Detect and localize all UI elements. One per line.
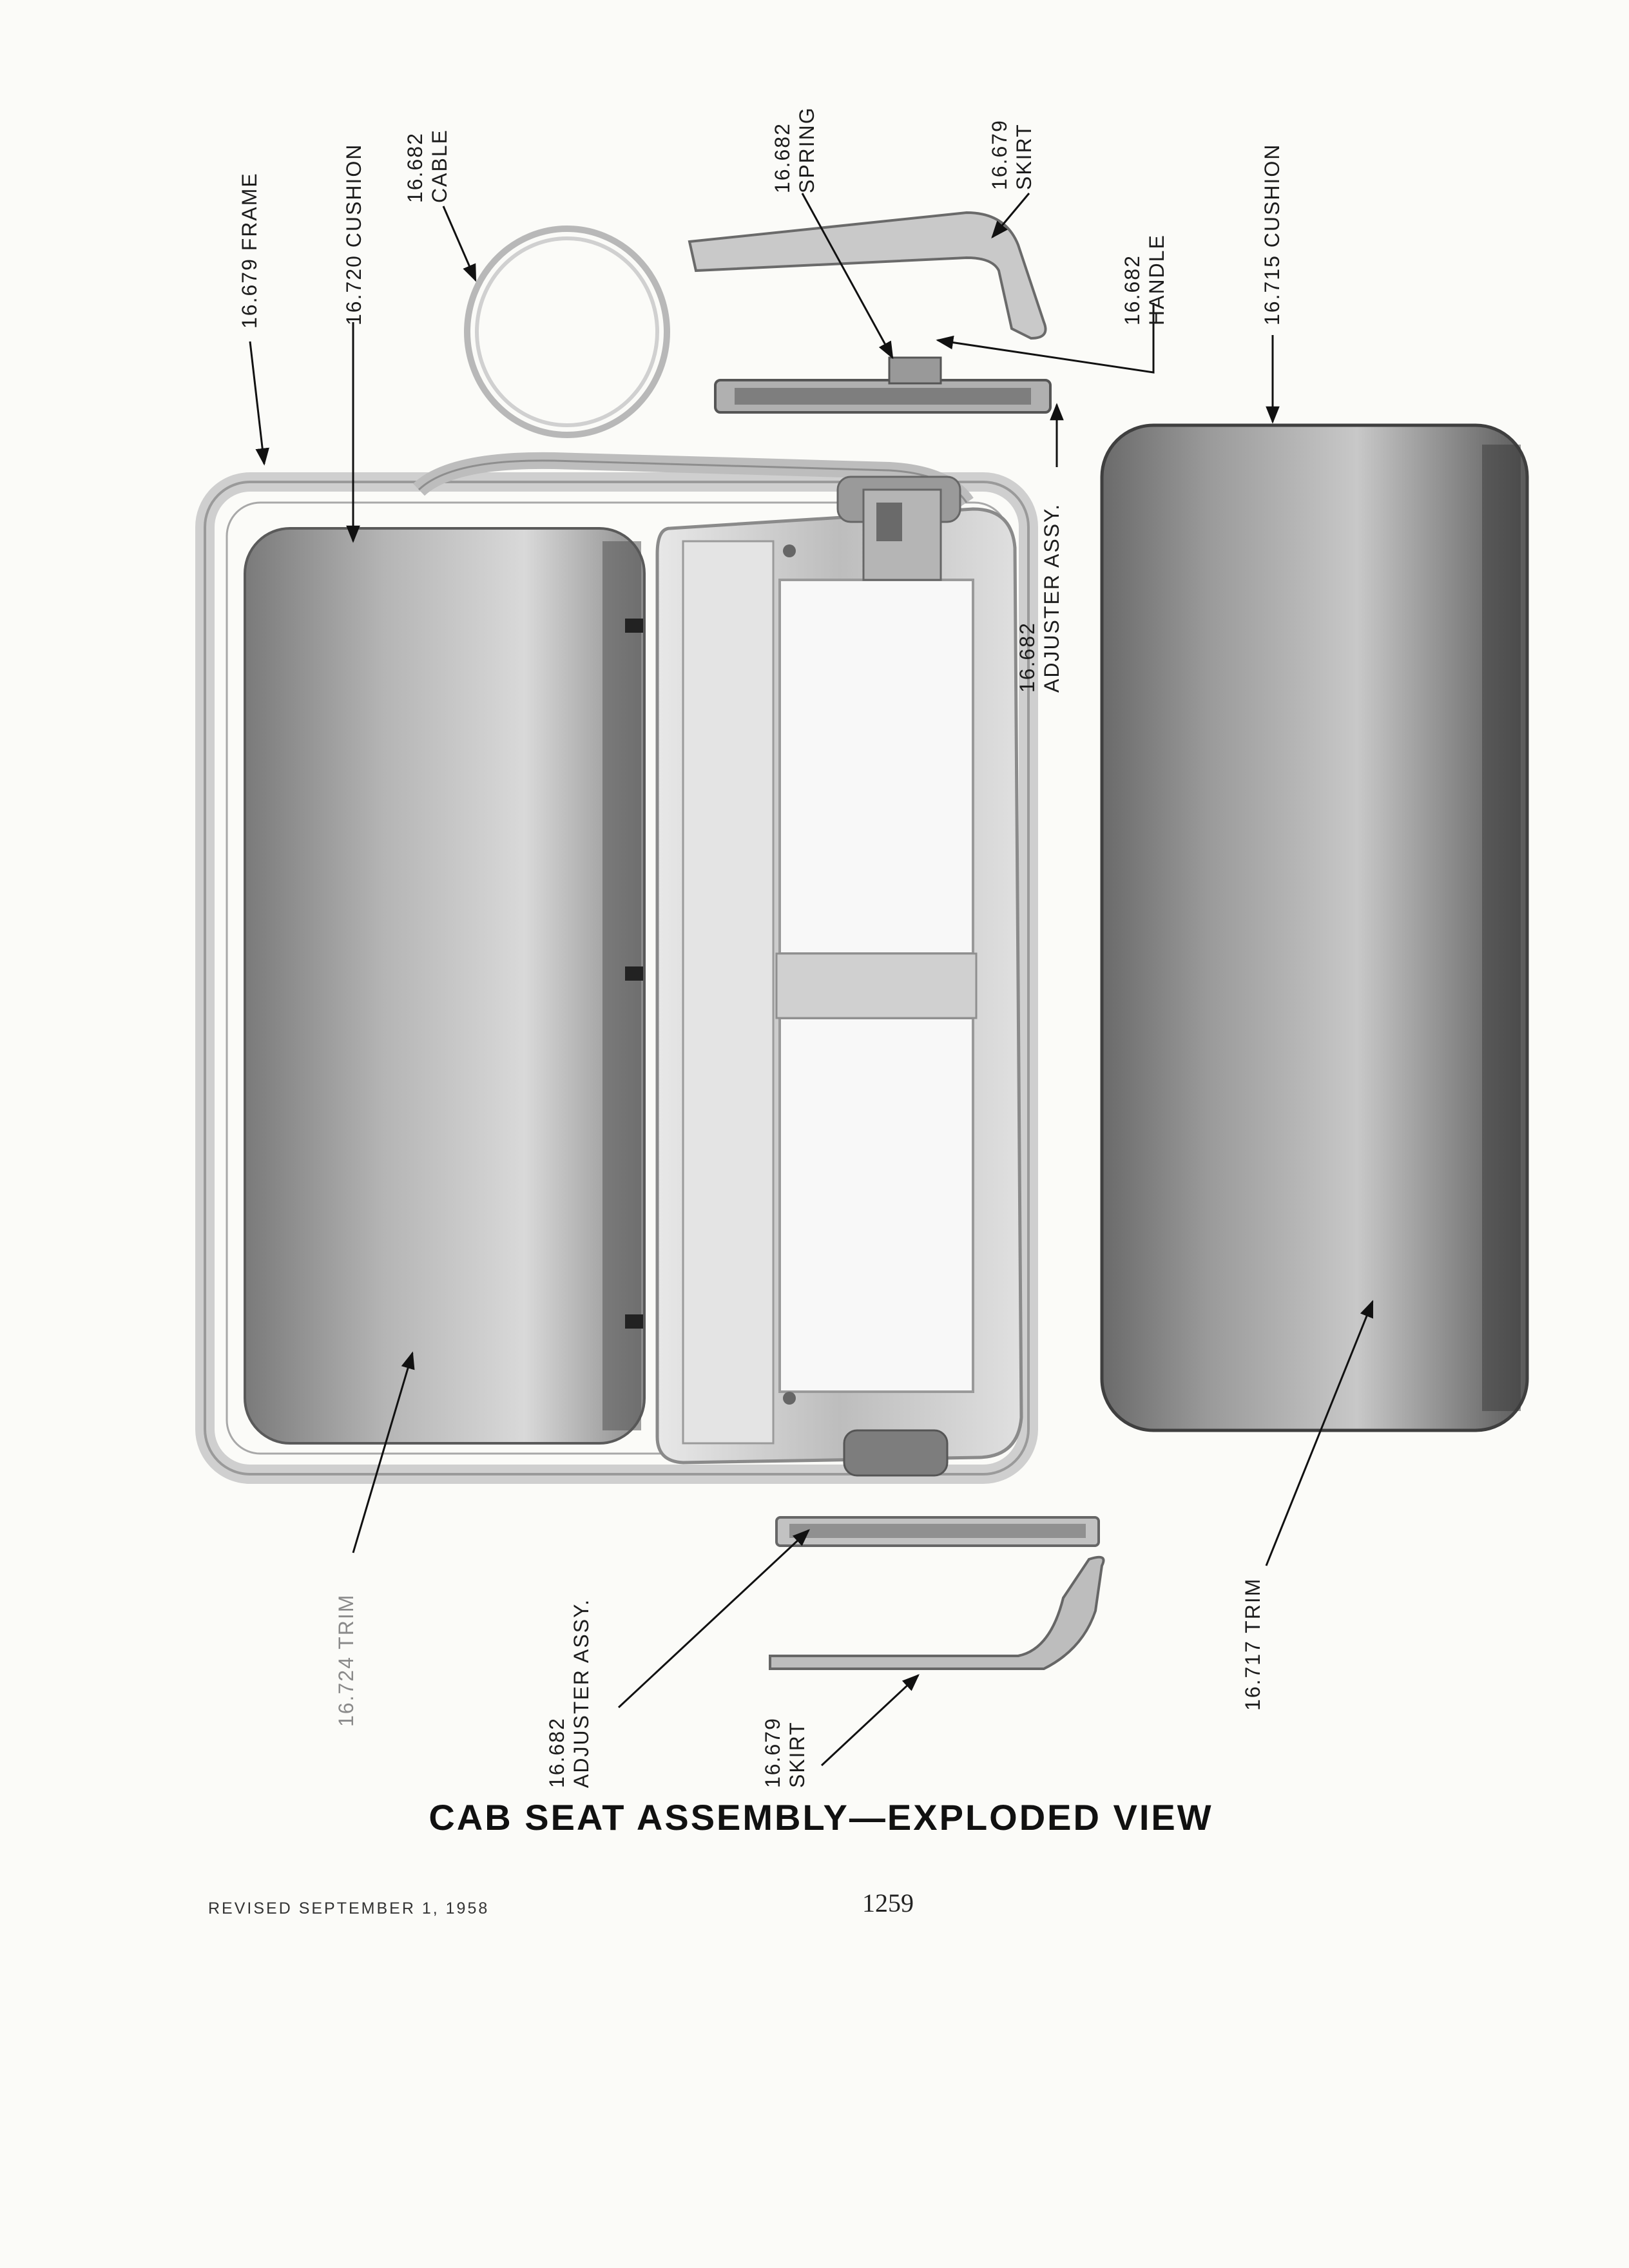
label-skirt-top <box>987 119 1036 190</box>
label-seat-trim <box>1240 1578 1265 1711</box>
adjuster-top <box>715 358 1050 412</box>
seat-pan-frame <box>657 477 1021 1475</box>
label-back-cushion <box>342 144 366 325</box>
label-skirt-bottom <box>760 1717 809 1788</box>
label-skirt-top-part: 16.679 <box>988 119 1011 190</box>
label-back-trim-text: 16.724 TRIM <box>334 1593 358 1727</box>
label-adjuster-top <box>1015 503 1064 693</box>
label-cable-part: 16.682 <box>403 132 427 203</box>
label-cable <box>403 129 452 203</box>
label-back-cushion-text: 16.720 CUSHION <box>342 143 365 325</box>
label-skirt-top-name: SKIRT <box>1012 123 1036 190</box>
label-seat-cushion-text: 16.715 CUSHION <box>1260 143 1284 325</box>
back-cushion <box>245 528 644 1443</box>
label-handle <box>1120 234 1169 325</box>
seat-cushion <box>1102 425 1527 1430</box>
skirt-bottom <box>770 1557 1104 1669</box>
label-adjuster-bottom-name: ADJUSTER ASSY. <box>570 1598 593 1788</box>
figure-caption: CAB SEAT ASSEMBLY—EXPLODED VIEW <box>429 1797 1213 1838</box>
label-adjuster-top-part: 16.682 <box>1016 622 1039 693</box>
label-spring-part: 16.682 <box>771 122 794 193</box>
label-skirt-bottom-part: 16.679 <box>761 1717 784 1788</box>
label-spring <box>770 106 819 193</box>
label-handle-part: 16.682 <box>1121 255 1144 325</box>
adjuster-bottom <box>776 1517 1099 1546</box>
revision-date: REVISED SEPTEMBER 1, 1958 <box>208 1899 490 1917</box>
label-adjuster-bottom-part: 16.682 <box>545 1717 568 1788</box>
label-skirt-bottom-name: SKIRT <box>786 1721 809 1788</box>
page-number: 1259 <box>862 1888 914 1917</box>
label-handle-name: HANDLE <box>1145 234 1168 325</box>
label-back-trim <box>334 1594 358 1727</box>
skirt-top <box>689 213 1046 338</box>
label-seat-trim-text: 16.717 TRIM <box>1241 1577 1264 1711</box>
cable-coil <box>467 229 667 435</box>
label-adjuster-top-name: ADJUSTER ASSY. <box>1040 503 1063 693</box>
label-seat-cushion <box>1260 144 1284 325</box>
label-cable-name: CABLE <box>428 129 451 203</box>
label-spring-name: SPRING <box>795 106 818 193</box>
label-frame-text: 16.679 FRAME <box>238 172 261 329</box>
label-adjuster-bottom <box>545 1599 593 1788</box>
label-frame <box>237 172 262 329</box>
